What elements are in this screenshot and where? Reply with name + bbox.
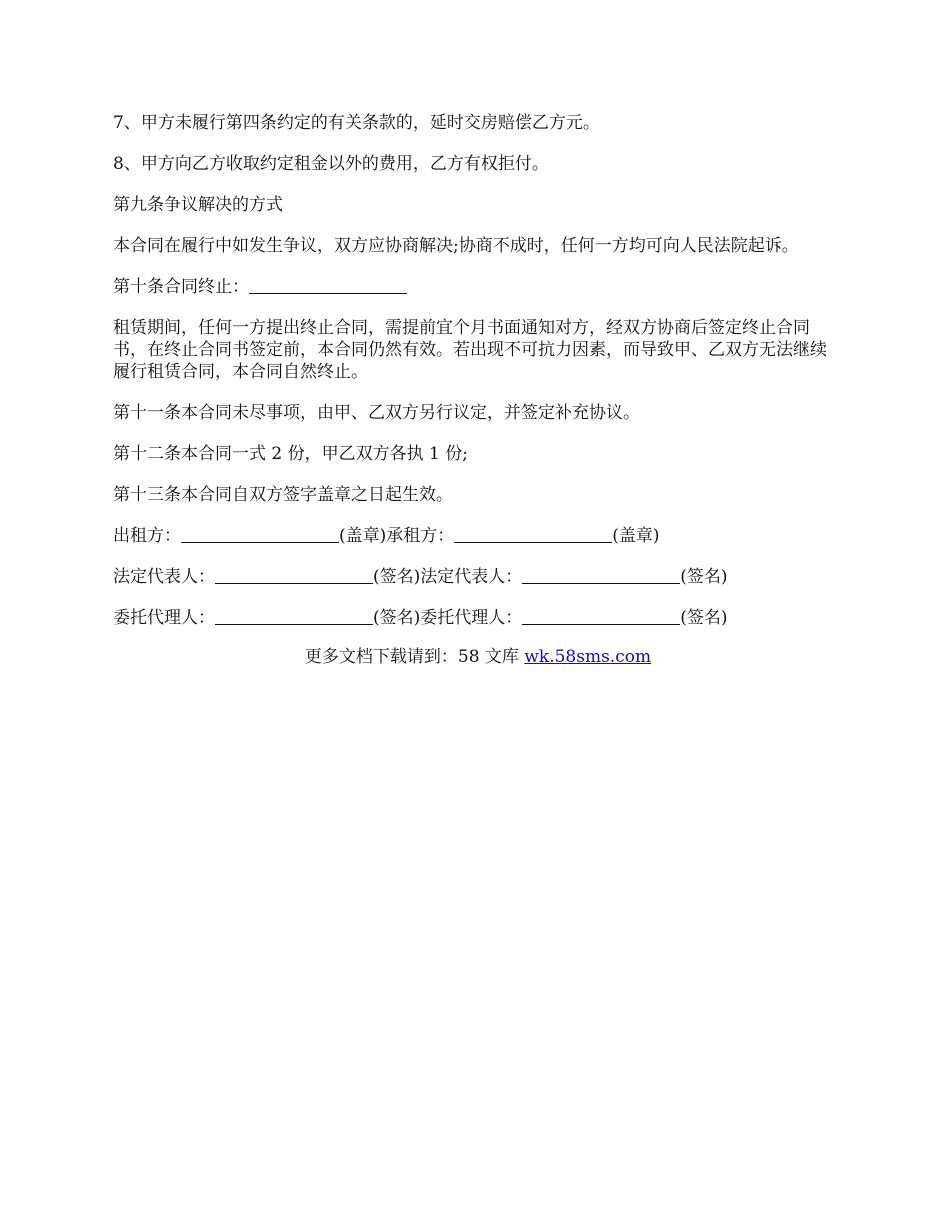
article-10-body: 租赁期间，任何一方提出终止合同，需提前宜个月书面通知对方，经双方协商后签定终止合同书，在终止合同书签定前，本合同仍然有效。若出现不可抗力因素，而导致甲、乙双方无法继续履行租赁合同，本合同自然终止。	[113, 318, 827, 382]
blank-line	[522, 608, 680, 625]
article-12: 第十二条本合同一式 2 份，甲乙双方各执 1 份;	[113, 444, 468, 464]
footer-link[interactable]: wk.58sms.com	[524, 647, 652, 667]
footer	[113, 646, 843, 668]
blank-line	[181, 526, 339, 543]
sign-label: (签名)	[373, 608, 421, 628]
article-10-title	[113, 276, 843, 298]
legal-rep-label: 法定代表人：	[113, 567, 215, 587]
lessor-label: 出租方：	[113, 526, 181, 546]
sign-label: (签名)	[680, 567, 728, 587]
signature-row-legal-rep	[113, 566, 843, 588]
blank-line	[215, 608, 373, 625]
legal-rep-label: 法定代表人：	[420, 567, 523, 587]
signature-row-agent	[113, 607, 843, 629]
article-13: 第十三条本合同自双方签字盖章之日起生效。	[113, 485, 453, 505]
sign-label: (签名)	[680, 608, 728, 628]
footer-text: 更多文档下载请到：58 文库	[304, 647, 525, 667]
article-10-title-text: 第十条合同终止：	[113, 277, 249, 297]
signature-row-parties	[113, 525, 843, 547]
lessee-label: 承租方：	[386, 526, 455, 546]
article-9-body: 本合同在履行中如发生争议，双方应协商解决;协商不成时，任何一方均可向人民法院起诉。	[113, 236, 799, 256]
document-page	[113, 112, 843, 668]
clause-8: 8、甲方向乙方收取约定租金以外的费用，乙方有权拒付。	[113, 154, 549, 174]
blank-line	[454, 526, 612, 543]
seal-label: (盖章)	[339, 526, 387, 546]
blank-line	[249, 277, 407, 294]
blank-line	[215, 567, 373, 584]
article-11: 第十一条本合同未尽事项，由甲、乙双方另行议定，并签定补充协议。	[113, 403, 640, 423]
article-9-title: 第九条争议解决的方式	[113, 195, 283, 215]
clause-7: 7、甲方未履行第四条约定的有关条款的，延时交房赔偿乙方元。	[113, 113, 600, 133]
sign-label: (签名)	[373, 567, 421, 587]
agent-label: 委托代理人：	[420, 608, 523, 628]
seal-label: (盖章)	[612, 526, 660, 546]
agent-label: 委托代理人：	[113, 608, 215, 628]
blank-line	[522, 567, 680, 584]
